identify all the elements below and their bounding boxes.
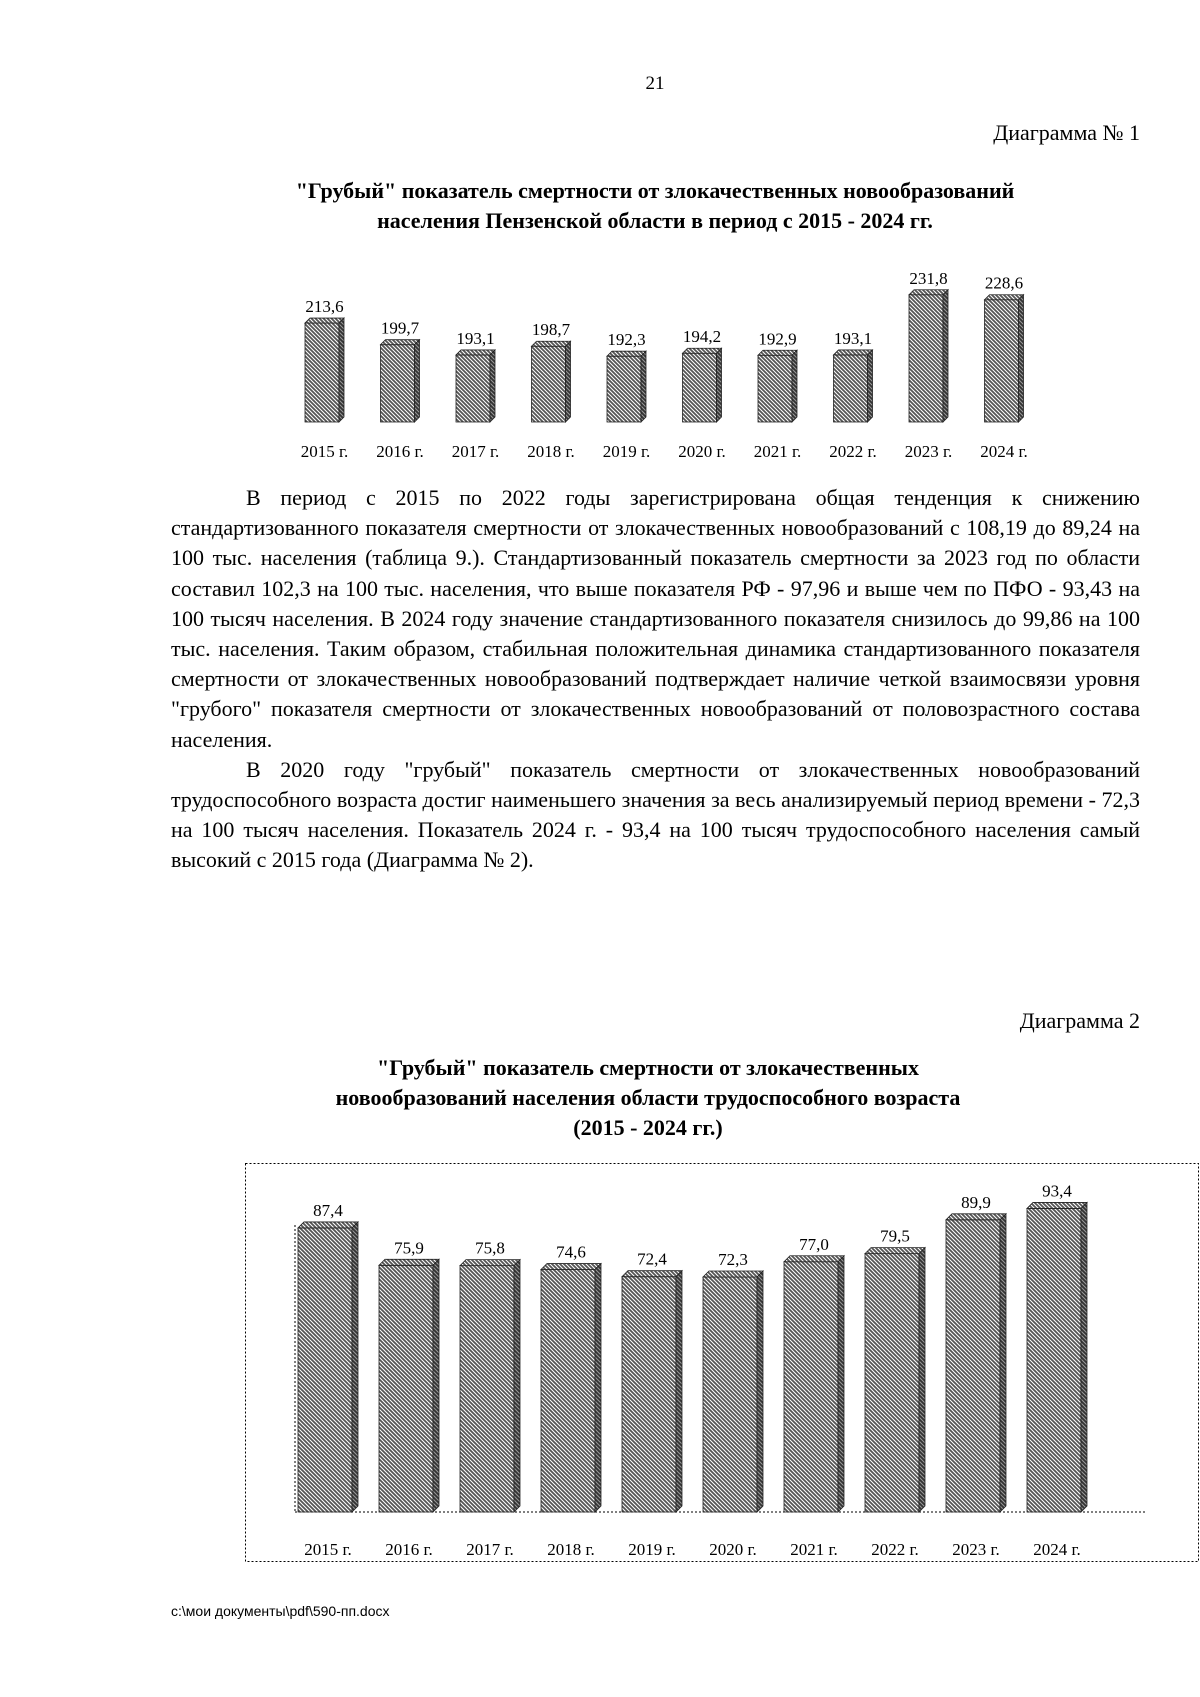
bar-10 bbox=[985, 295, 1024, 422]
bar-6 bbox=[683, 348, 722, 422]
bar-8 bbox=[865, 1248, 925, 1512]
chart-2-title-line-3: (2015 - 2024 гг.) bbox=[573, 1115, 723, 1140]
category-label-1: 2015 г. bbox=[304, 1540, 352, 1559]
value-label-5: 192,3 bbox=[607, 330, 646, 350]
bar-6 bbox=[703, 1271, 763, 1512]
value-label-4: 74,6 bbox=[556, 1242, 586, 1262]
value-label-2: 75,9 bbox=[394, 1238, 424, 1258]
bar-7 bbox=[784, 1256, 844, 1512]
category-label-3: 2017 г. bbox=[451, 442, 500, 461]
body-text bbox=[171, 483, 1140, 876]
category-label-9: 2023 г. bbox=[904, 442, 953, 461]
category-label-1: 2015 г. bbox=[300, 442, 349, 461]
category-label-8: 2022 г. bbox=[871, 1540, 919, 1559]
value-label-2: 199,7 bbox=[380, 318, 420, 338]
value-label-1: 87,4 bbox=[313, 1200, 343, 1220]
category-label-6: 2020 г. bbox=[709, 1540, 757, 1559]
diagram-1-label: Диаграмма № 1 bbox=[993, 120, 1140, 145]
category-label-10: 2024 г. bbox=[1033, 1540, 1081, 1559]
bar-9 bbox=[909, 290, 948, 422]
value-label-10: 228,6 bbox=[984, 273, 1024, 293]
value-label-9: 231,8 bbox=[909, 268, 948, 288]
category-label-6: 2020 г. bbox=[678, 442, 726, 461]
category-label-7: 2021 г. bbox=[753, 442, 802, 461]
chart-2-title-line-2: новообразований населения области трудоспособного возраста bbox=[335, 1085, 961, 1110]
bar-3 bbox=[456, 350, 495, 422]
category-label-4: 2018 г. bbox=[547, 1540, 595, 1559]
bar-1 bbox=[305, 318, 344, 422]
value-label-1: 213,6 bbox=[305, 297, 344, 317]
bar-4 bbox=[541, 1264, 601, 1512]
value-label-8: 193,1 bbox=[833, 328, 873, 348]
bar-5 bbox=[622, 1271, 682, 1512]
value-label-3: 75,8 bbox=[475, 1238, 505, 1258]
chart-2-title bbox=[148, 1053, 1148, 1143]
value-label-7: 77,0 bbox=[799, 1234, 829, 1254]
value-label-7: 192,9 bbox=[758, 329, 797, 349]
bar-5 bbox=[607, 351, 646, 422]
value-label-3: 193,1 bbox=[456, 328, 495, 348]
bar-10 bbox=[1027, 1202, 1087, 1512]
value-label-8: 79,5 bbox=[880, 1226, 910, 1246]
chart-1-title bbox=[155, 176, 1155, 236]
bar-3 bbox=[460, 1260, 520, 1512]
category-label-3: 2017 г. bbox=[466, 1540, 514, 1559]
bar-2 bbox=[381, 340, 420, 422]
footer-file-path: c:\мои документы\pdf\590-пп.docx bbox=[171, 1603, 390, 1619]
chart-2-title-line-1: "Грубый" показатель смертности от злокачественных bbox=[377, 1055, 919, 1080]
bar-4 bbox=[532, 341, 571, 422]
value-label-6: 194,2 bbox=[682, 327, 722, 347]
value-label-6: 72,3 bbox=[718, 1250, 748, 1270]
category-label-2: 2016 г. bbox=[385, 1540, 433, 1559]
bar-2 bbox=[379, 1259, 439, 1512]
category-label-5: 2019 г. bbox=[602, 442, 651, 461]
paragraph-2: В 2020 году "грубый" показатель смертности от злокачественных новообразований трудоспособного возраста достиг наименьшего значения за весь анализируемый период времени - 72,3 на 100 тысяч населения. Показатель 2024 г. - 93,4 на 100 тысяч трудоспособного населения самый высокий с 2015 года (Диаграмма № 2). bbox=[171, 756, 1140, 873]
category-label-7: 2021 г. bbox=[790, 1540, 838, 1559]
value-label-9: 89,9 bbox=[961, 1192, 991, 1212]
page-number: 21 bbox=[645, 73, 665, 94]
chart-2 bbox=[245, 1163, 1200, 1563]
chart-1-title-line-2: населения Пензенской области в период с 2015 - 2024 гг. bbox=[377, 208, 933, 233]
value-label-10: 93,4 bbox=[1042, 1181, 1072, 1201]
bar-9 bbox=[946, 1214, 1006, 1512]
bar-1 bbox=[298, 1222, 358, 1512]
paragraph-1: В период с 2015 по 2022 годы зарегистрирована общая тенденция к снижению стандартизованного показателя смертности от злокачественных новообразований с 108,19 до 89,24 на 100 тыс. населения (таблица 9.). Стандартизованный показатель смертности за 2023 год по области составил 102,3 на 100 тыс. населения, что выше показателя РФ - 97,96 и выше чем по ПФО - 93,43 на 100 тысяч населения. В 2024 году значение стандартизованного показателя снизилось до 99,86 на 100 тыс. населения. Таким образом, стабильная положительная динамика стандартизованного показателя смертности от злокачественных новообразований подтверждает наличие четкой взаимосвязи уровня "грубого" показателя смертности от злокачественных новообразований от половозрастного состава населения. bbox=[171, 485, 1140, 752]
category-label-8: 2022 г. bbox=[829, 442, 877, 461]
value-label-4: 198,7 bbox=[531, 320, 571, 340]
diagram-2-label: Диаграмма 2 bbox=[1019, 1008, 1140, 1033]
chart-1-title-line-1: "Грубый" показатель смертности от злокачественных новообразований bbox=[295, 178, 1015, 203]
value-label-5: 72,4 bbox=[637, 1249, 667, 1269]
chart-1 bbox=[260, 245, 1060, 470]
category-label-4: 2018 г. bbox=[527, 442, 575, 461]
category-label-10: 2024 г. bbox=[980, 442, 1028, 461]
category-label-9: 2023 г. bbox=[952, 1540, 1000, 1559]
category-label-2: 2016 г. bbox=[376, 442, 424, 461]
bar-8 bbox=[834, 350, 873, 422]
bar-7 bbox=[758, 350, 797, 422]
category-label-5: 2019 г. bbox=[628, 1540, 676, 1559]
